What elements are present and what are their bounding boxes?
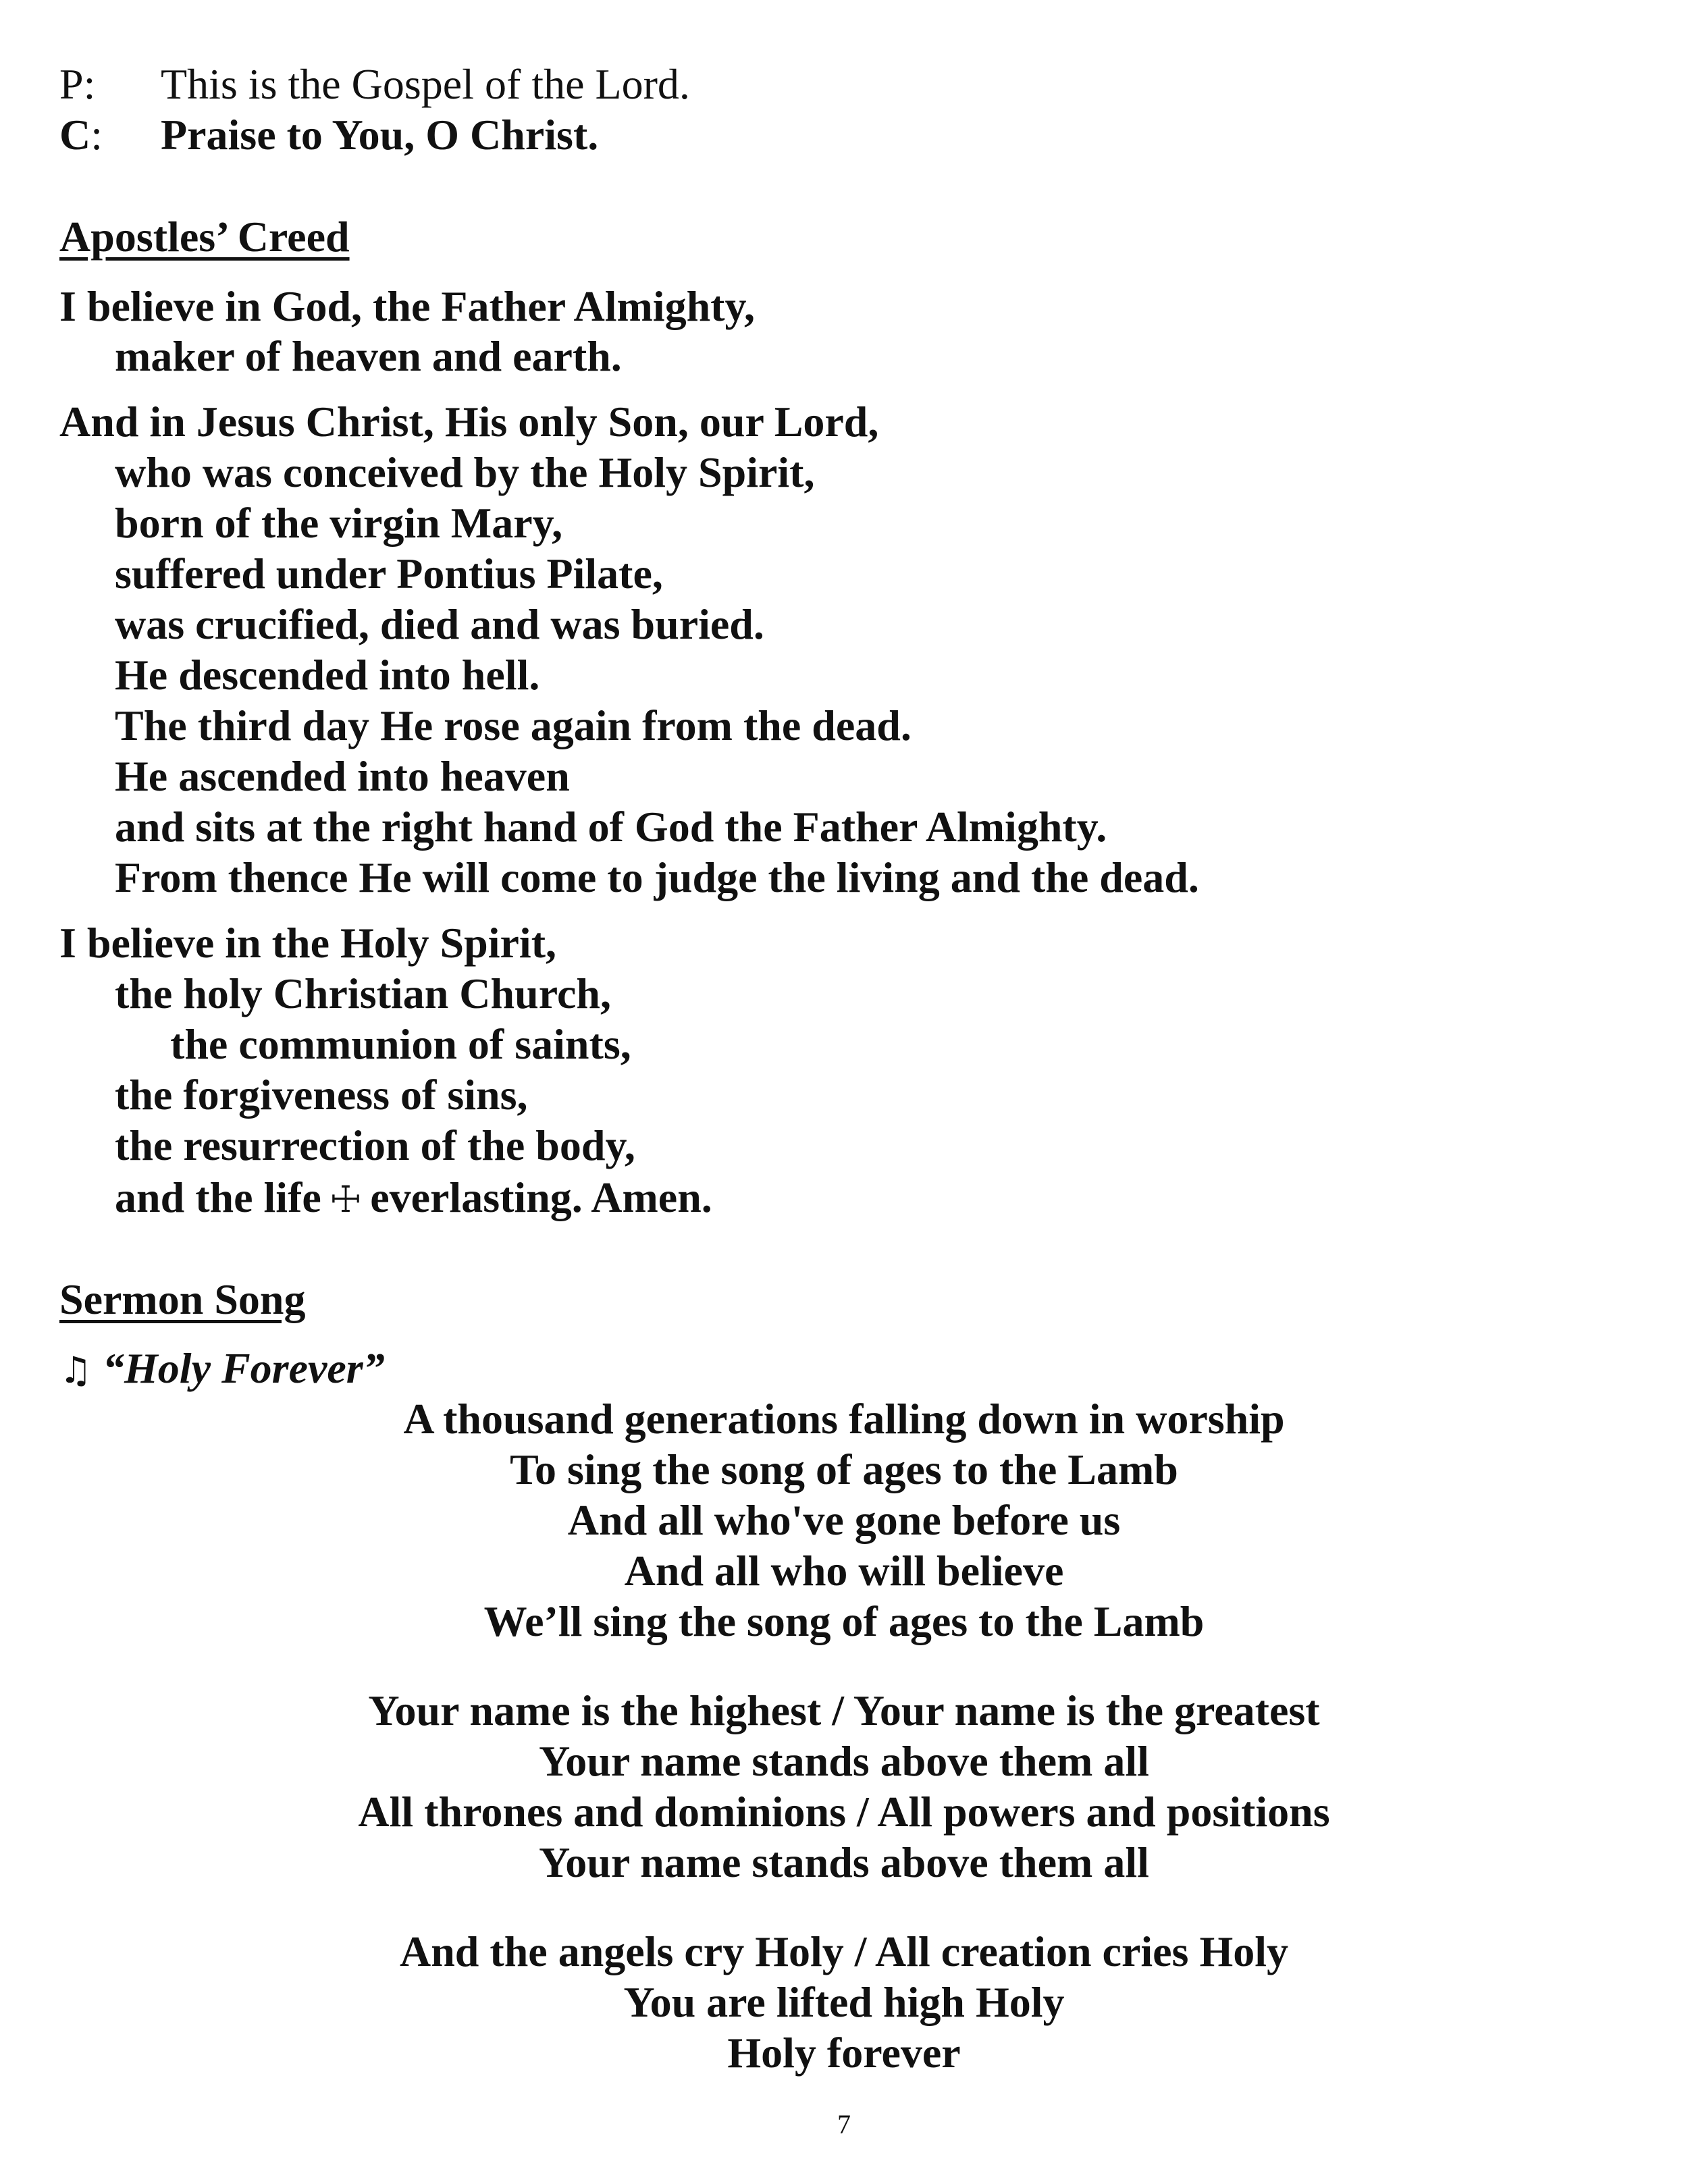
lyric-line: Your name stands above them all [539,1737,1149,1785]
lyric-line: And all who will believe [624,1547,1064,1595]
creed-line: the resurrection of the body, [115,1121,635,1169]
creed-line: born of the virgin Mary, [115,499,563,547]
lyric-line: And all who've gone before us [567,1496,1121,1544]
creed-line: maker of heaven and earth. [115,332,622,380]
creed-line: the forgiveness of sins, [115,1071,528,1119]
creed-heading: Apostles’ Creed [59,213,350,261]
congregation-colon: : [90,111,103,159]
lyric-line: Holy forever [727,2029,961,2077]
creed-line: I believe in the Holy Spirit, [59,919,556,967]
creed-line: suffered under Pontius Pilate, [115,550,663,597]
creed-final-line [115,1173,712,1225]
creed-line: who was conceived by the Holy Spirit, [115,448,815,496]
sermon-song-heading: Sermon Song [59,1275,306,1323]
creed-line: The third day He rose again from the dead. [115,701,912,749]
cross-icon: ☩ [329,1178,363,1221]
lyric-line: To sing the song of ages to the Lamb [510,1445,1178,1493]
lyric-line: And the angels cry Holy / All creation cries Holy [399,1927,1289,1975]
lyric-line: Your name stands above them all [539,1838,1149,1886]
pastor-response-line [59,59,690,109]
creed-line: and sits at the right hand of God the Father Almighty. [115,803,1107,851]
creed-line: the holy Christian Church, [115,969,611,1017]
creed-line: He ascended into heaven [115,752,570,800]
creed-final-text-end: everlasting. Amen. [370,1173,712,1221]
pastor-text: This is the Gospel of the Lord. [161,60,690,108]
creed-line: And in Jesus Christ, His only Son, our Lord, [59,398,879,446]
congregation-label: C [59,111,91,159]
creed-line: I believe in God, the Father Almighty, [59,282,755,330]
congregation-response-line [59,110,598,160]
creed-line: He descended into hell. [115,651,540,699]
creed-line: the communion of saints, [170,1020,631,1068]
lyric-line: All thrones and dominions / All powers and positions [358,1788,1330,1836]
lyric-line: Your name is the highest / Your name is the greatest [368,1686,1320,1734]
song-title-line [59,1343,385,1395]
lyric-line: We’ll sing the song of ages to the Lamb [483,1597,1205,1645]
song-title: “Holy Forever” [103,1344,385,1392]
page-number: 7 [837,2109,851,2139]
creed-line: was crucified, died and was buried. [115,600,764,648]
music-note-icon: ♫ [59,1349,93,1391]
creed-final-text-start: and the life [115,1173,321,1221]
pastor-label: P: [59,60,96,108]
lyric-line: A thousand generations falling down in worship [403,1395,1285,1443]
congregation-text: Praise to You, O Christ. [161,111,599,159]
lyric-line: You are lifted high Holy [623,1978,1065,2026]
creed-line: From thence He will come to judge the living and the dead. [115,853,1199,901]
